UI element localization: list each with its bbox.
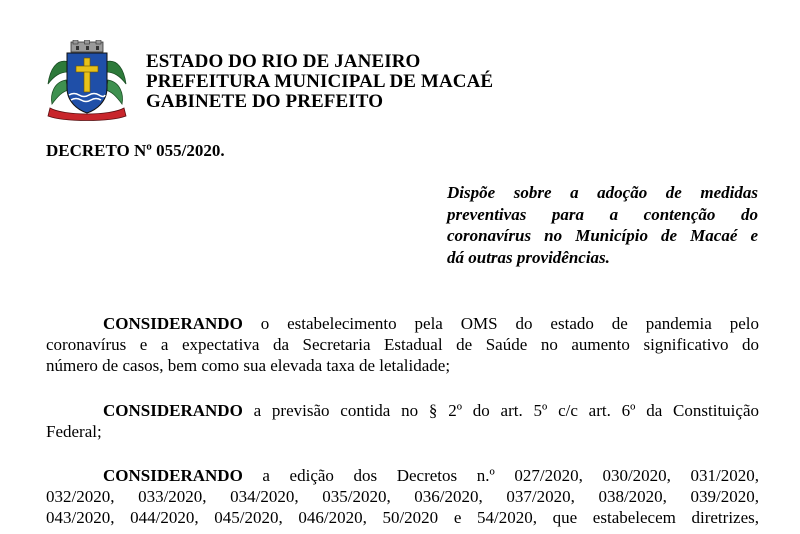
summary-line: coronavírus no Município de Macaé e <box>447 226 758 245</box>
paragraph-text: a edição dos Decretos n.º 027/2020, 030/2020, 031/2020, <box>242 466 759 485</box>
decree-summary <box>447 182 758 268</box>
summary-line: preventivas para a contenção do <box>447 204 758 224</box>
paragraph-line <box>46 313 759 334</box>
institution-header <box>146 52 493 112</box>
summary-line: Dispõe sobre a adoção de medidas <box>447 183 758 202</box>
whereas-keyword: CONSIDERANDO <box>103 401 243 420</box>
paragraph-line <box>46 465 759 486</box>
paragraph-line: 043/2020, 044/2020, 045/2020, 046/2020, 50/2020 e 54/2020, que estabelecem diretrizes, <box>46 508 759 527</box>
whereas-paragraph <box>46 313 759 376</box>
whereas-keyword: CONSIDERANDO <box>103 314 243 333</box>
paragraph-text: o estabelecimento pela OMS do estado de pandemia pelo <box>242 314 759 333</box>
municipality-name: PREFEITURA MUNICIPAL DE MACAÉ <box>146 71 494 92</box>
paragraph-line <box>46 400 759 421</box>
paragraph-line: número de casos, bem como sua elevada taxa de letalidade; <box>46 356 451 375</box>
decree-number: DECRETO Nº 055/2020. <box>46 141 225 160</box>
paragraph-line: Federal; <box>46 422 102 441</box>
state-name: ESTADO DO RIO DE JANEIRO <box>146 51 421 72</box>
paragraph-text: a previsão contida no § 2º do art. 5º c/c art. 6º da Constituição <box>242 401 759 420</box>
summary-line: dá outras providências. <box>447 247 610 267</box>
whereas-keyword: CONSIDERANDO <box>103 466 243 485</box>
paragraph-line: 032/2020, 033/2020, 034/2020, 035/2020, 036/2020, 037/2020, 038/2020, 039/2020, <box>46 487 759 506</box>
whereas-paragraph <box>46 465 759 528</box>
paragraph-line: coronavírus e a expectativa da Secretaria Estadual de Saúde no aumento significativo do <box>46 335 759 354</box>
whereas-paragraph <box>46 400 759 442</box>
municipal-coat-of-arms-icon <box>44 40 130 122</box>
office-name: GABINETE DO PREFEITO <box>146 91 384 112</box>
